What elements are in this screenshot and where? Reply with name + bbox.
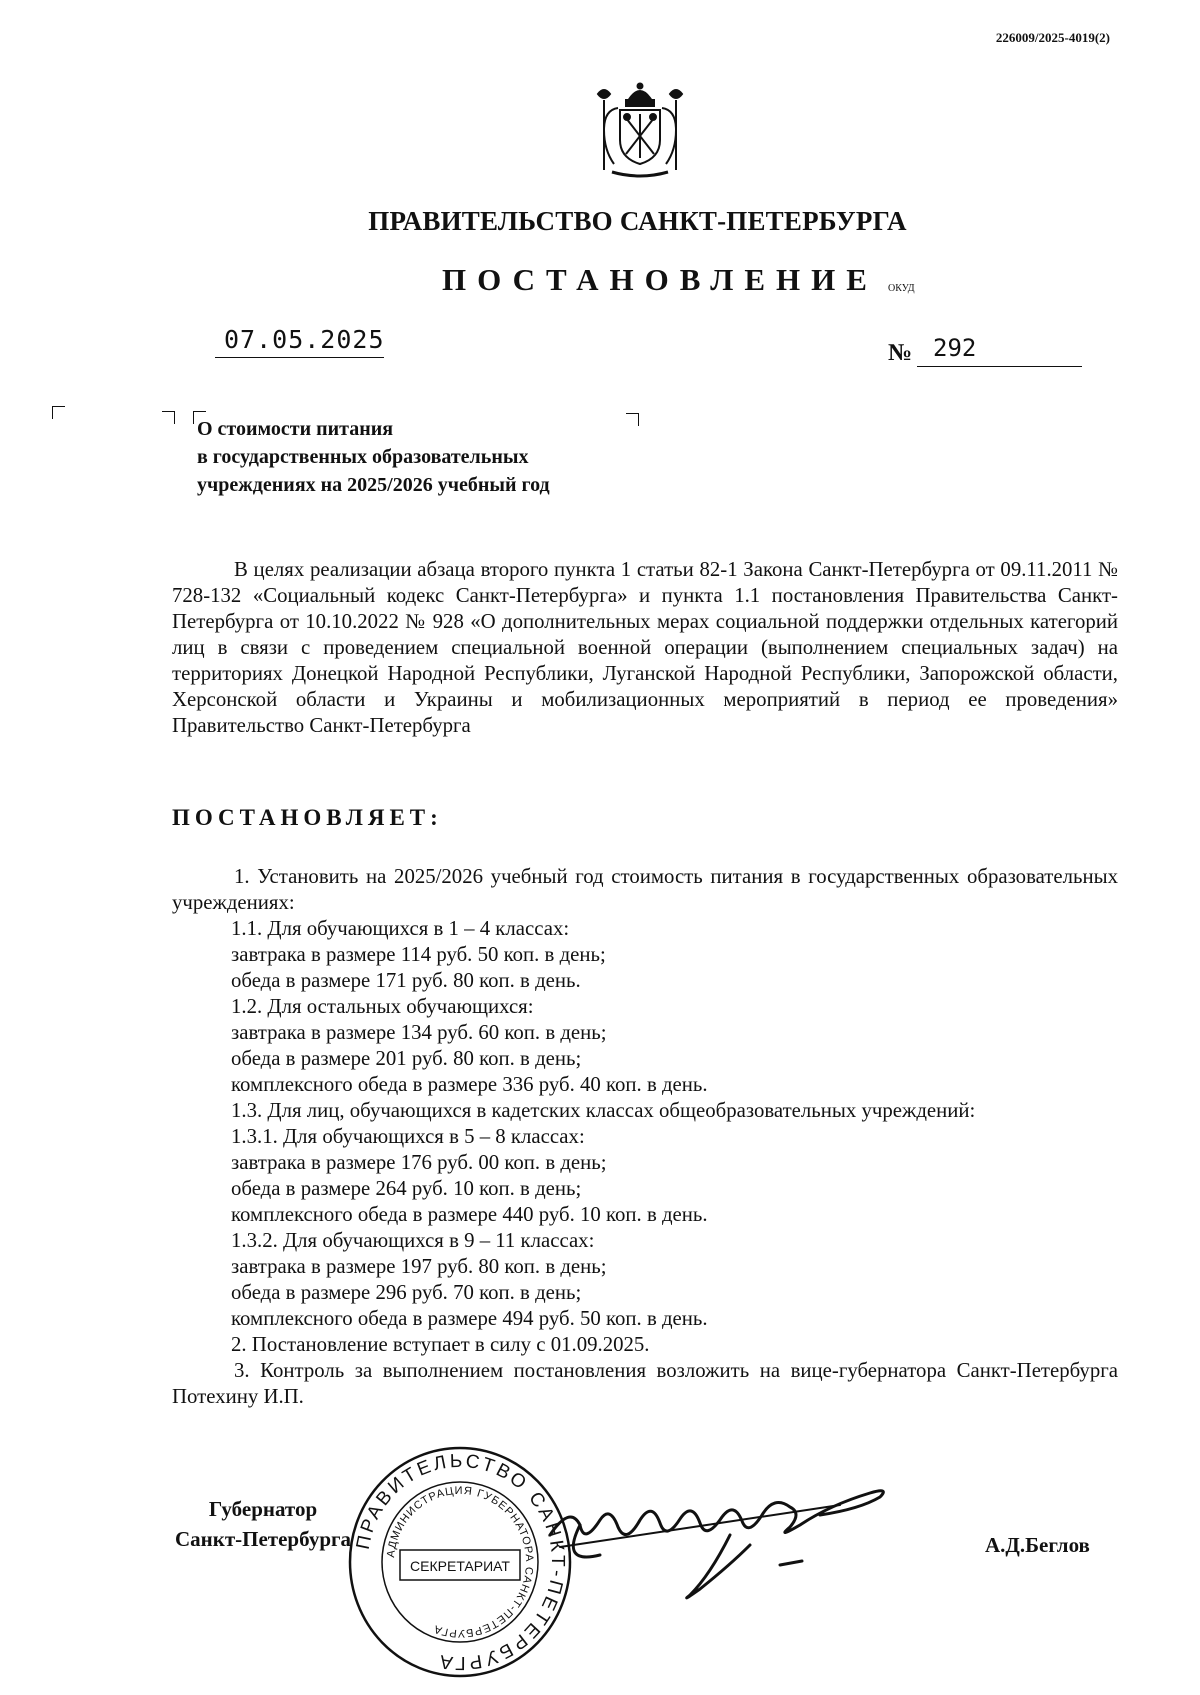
clause-1: 1. Установить на 2025/2026 учебный год стоимость питания в государственных образовательных учреждениях:: [172, 865, 1118, 914]
organization-title: ПРАВИТЕЛЬСТВО САНКТ-ПЕТЕРБУРГА: [368, 206, 907, 236]
price-line: завтрака в размере 114 руб. 50 коп. в день;: [231, 943, 606, 966]
number-underline: [917, 366, 1082, 367]
clause-1-3-1: 1.3.1. Для обучающихся в 5 – 8 классах:: [231, 1125, 585, 1148]
document-registration-id: 226009/2025-4019(2): [995, 30, 1110, 45]
price-line: обеда в размере 171 руб. 80 коп. в день.: [231, 969, 581, 992]
subject-line: О стоимости питания: [197, 418, 394, 440]
number-label: №: [888, 340, 913, 366]
clause-1-2: 1.2. Для остальных обучающихся:: [231, 995, 534, 1018]
decree-date: 07.05.2025: [224, 325, 385, 354]
price-line: комплексного обеда в размере 440 руб. 10 коп. в день.: [231, 1203, 708, 1226]
signer-title: [168, 1494, 358, 1554]
resolves-heading: ПОСТАНОВЛЯЕТ:: [172, 805, 443, 830]
decree-number: 292: [933, 334, 977, 362]
price-line: комплексного обеда в размере 494 руб. 50 коп. в день.: [231, 1307, 708, 1330]
price-line: комплексного обеда в размере 336 руб. 40 коп. в день.: [231, 1073, 708, 1096]
price-line: завтрака в размере 176 руб. 00 коп. в день;: [231, 1151, 607, 1174]
clause-1-1: 1.1. Для обучающихся в 1 – 4 классах:: [231, 917, 570, 940]
preamble-paragraph: В целях реализации абзаца второго пункта 1 статьи 82-1 Закона Санкт-Петербурга от 09.11.2011 № 728-132 «Социальный кодекс Санкт-Петербурга» и пункта 1.1 постановления Правительства Санкт-Петербурга от 10.10.2022 № 928 «О дополнительных мерах социальной поддержки отдельных категорий лиц в связи с проведением специальной военной операции (выполнением специальных задач) на территориях Донецкой Народной Республики, Луганской Народной Республики, Запорожской области, Херсонской области и Украины и мобилизационных мероприятий в период ее проведения» Правительство Санкт-Петербурга: [172, 558, 1118, 737]
corner-mark: [162, 411, 175, 424]
price-line: обеда в размере 201 руб. 80 коп. в день;: [231, 1047, 582, 1070]
price-line: завтрака в размере 134 руб. 60 коп. в день;: [231, 1021, 607, 1044]
clause-1-3: 1.3. Для лиц, обучающихся в кадетских классах общеобразовательных учреждений:: [231, 1099, 976, 1122]
clauses-section: [172, 864, 1118, 1410]
clause-2: 2. Постановление вступает в силу с 01.09.2025.: [231, 1333, 650, 1356]
price-line: завтрака в размере 197 руб. 80 коп. в день;: [231, 1255, 607, 1278]
signer-title-line: Губернатор: [208, 1497, 318, 1521]
decree-subject: [197, 415, 550, 499]
clause-1-3-2: 1.3.2. Для обучающихся в 9 – 11 классах:: [231, 1229, 595, 1252]
subject-line: в государственных образовательных: [197, 446, 529, 468]
signer-name: А.Д.Беглов: [985, 1533, 1090, 1557]
okud-label: ОКУД: [888, 283, 915, 294]
decree-title: ПОСТАНОВЛЕНИЕ: [442, 262, 878, 297]
subject-line: учреждениях на 2025/2026 учебный год: [197, 474, 550, 496]
stamp-outer-text: ПРАВИТЕЛЬСТВО САНКТ-ПЕТЕРБУРГА: [352, 1450, 569, 1674]
signer-title-line: Санкт-Петербурга: [174, 1527, 352, 1551]
coat-of-arms-icon: [590, 80, 690, 180]
corner-mark: [52, 406, 65, 419]
price-line: обеда в размере 264 руб. 10 коп. в день;: [231, 1177, 582, 1200]
stamp-center-text: СЕКРЕТАРИАТ: [410, 1558, 510, 1574]
handwritten-signature: [540, 1465, 920, 1605]
price-line: обеда в размере 296 руб. 70 коп. в день;: [231, 1281, 582, 1304]
date-underline: [215, 357, 384, 358]
corner-mark: [626, 413, 639, 426]
clause-3: 3. Контроль за выполнением постановления возложить на вице-губернатора Санкт-Петербурга Потехину И.П.: [172, 1359, 1118, 1408]
stamp-inner-text: АДМИНИСТРАЦИЯ ГУБЕРНАТОРА САНКТ-ПЕТЕРБУРГА: [385, 1484, 536, 1640]
